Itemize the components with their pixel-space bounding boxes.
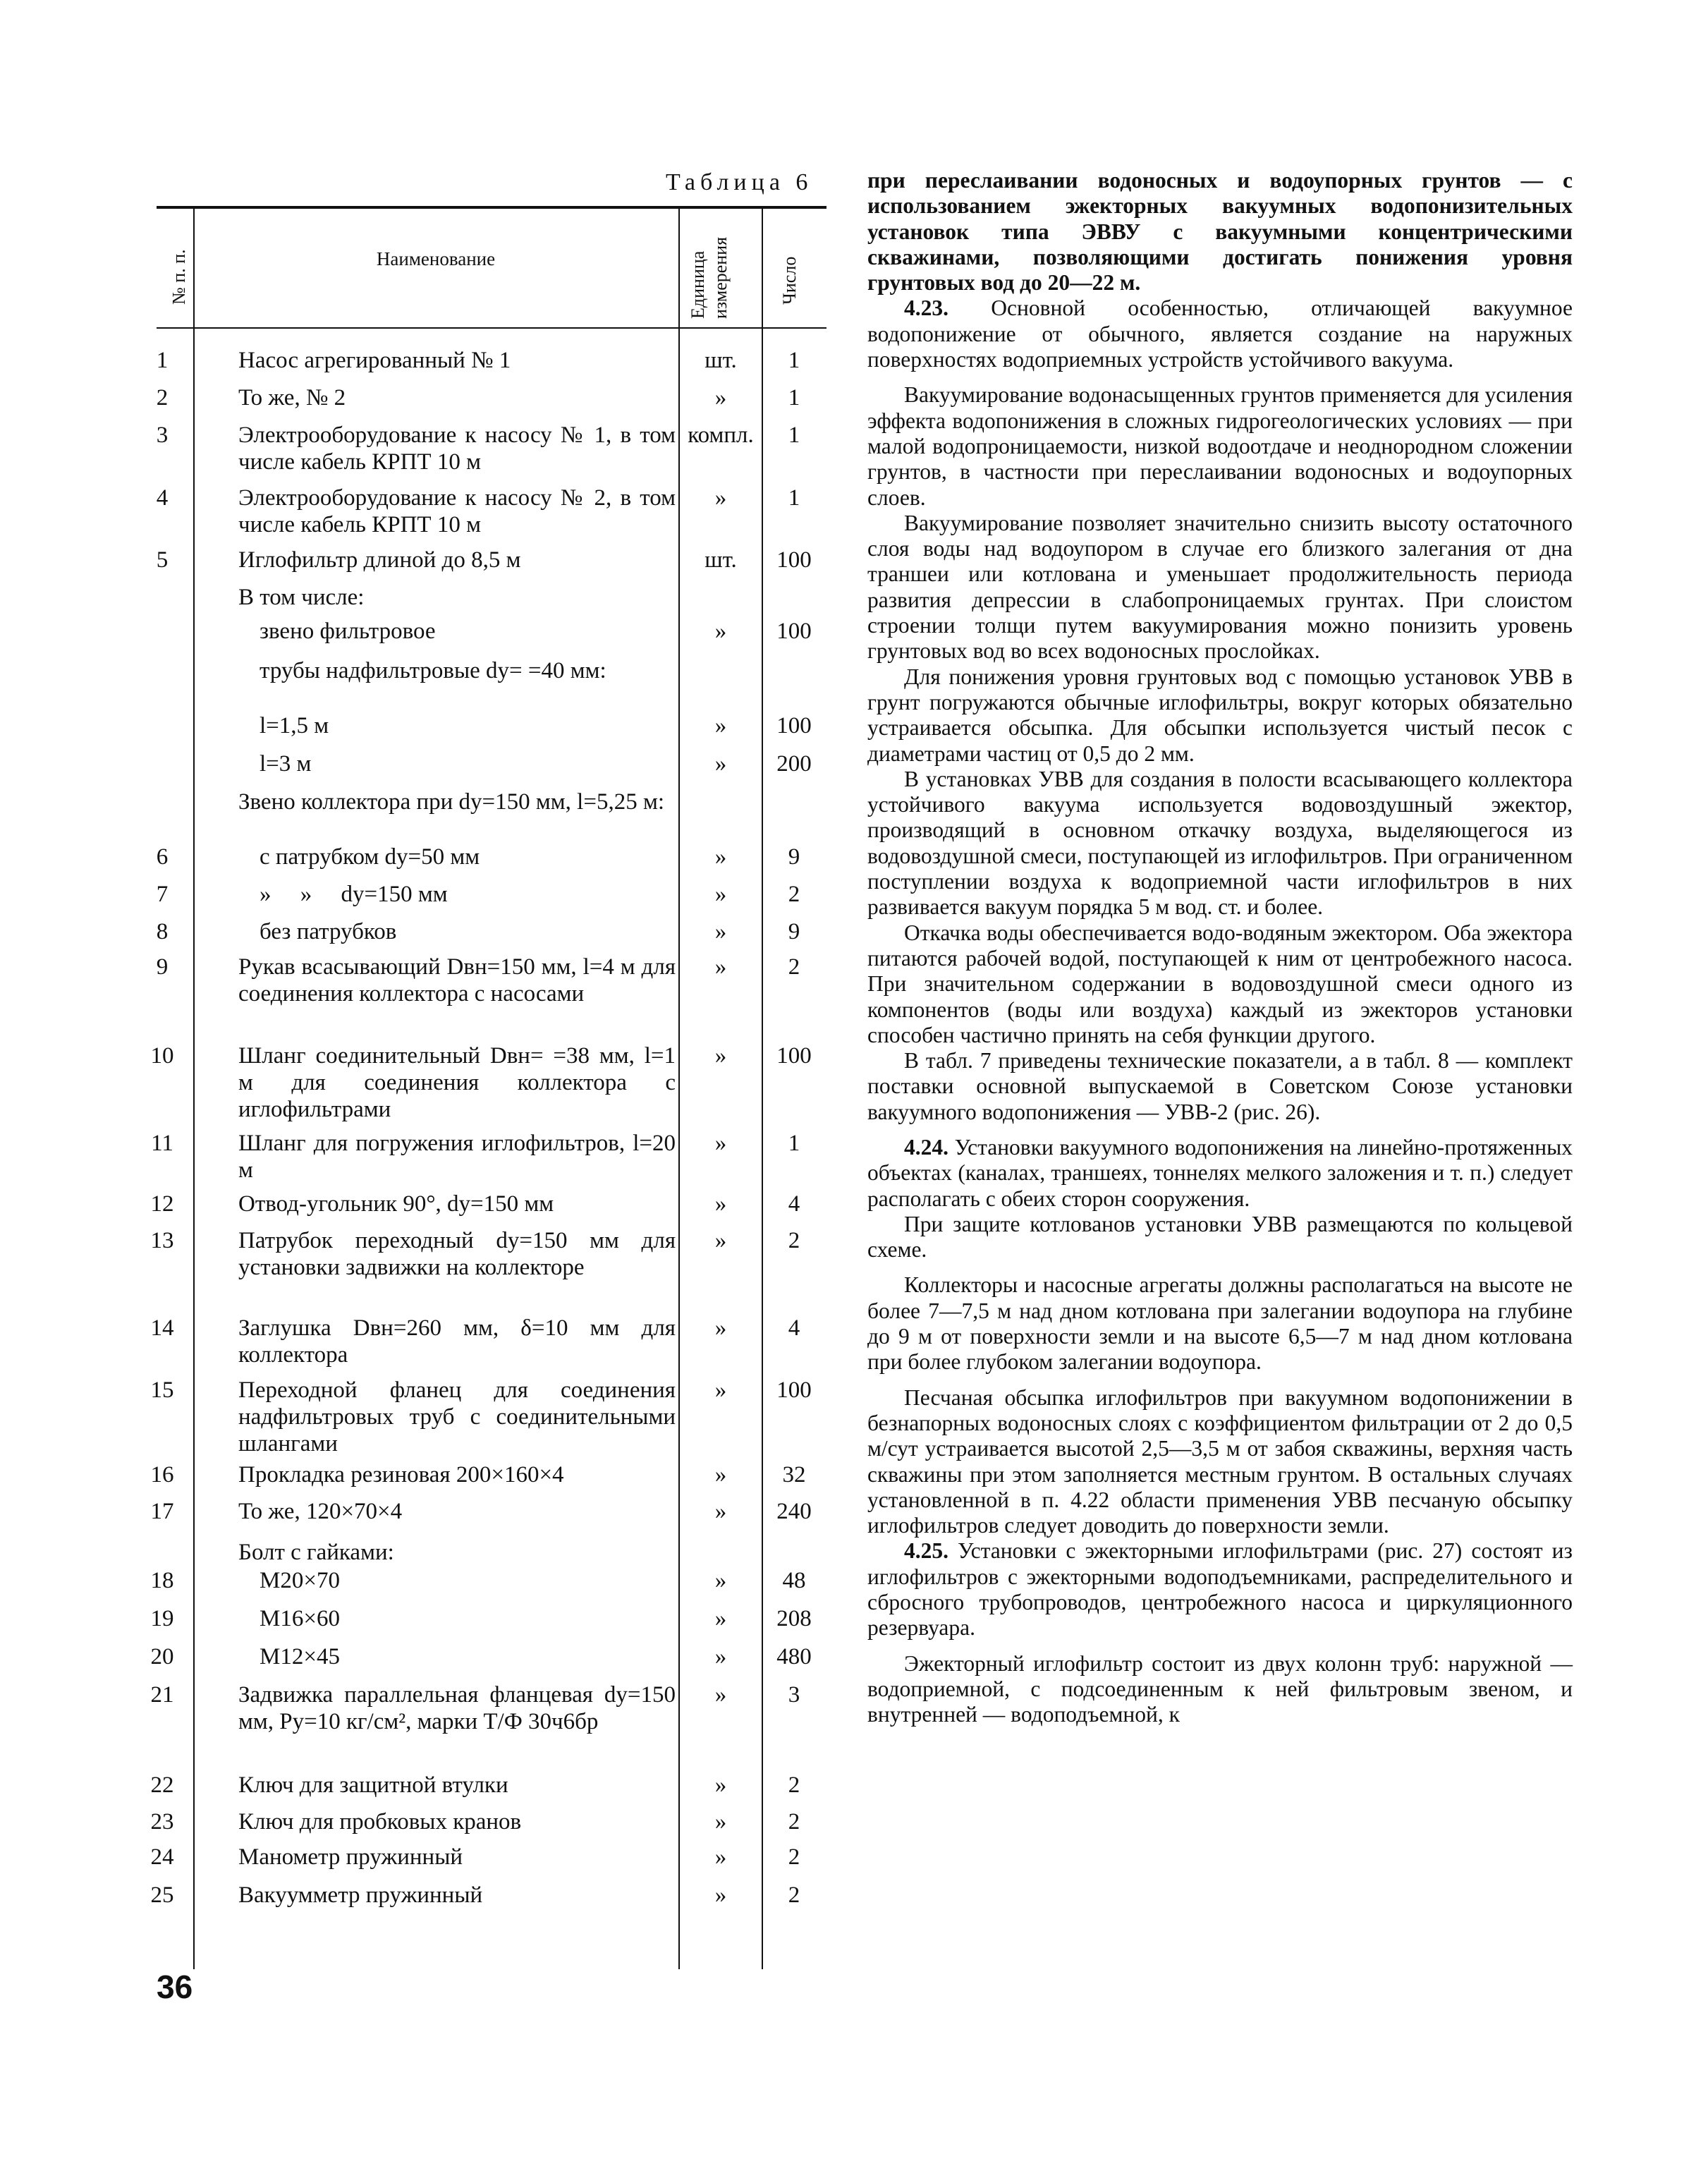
header-name: Наименование xyxy=(376,248,496,269)
section-number: 4.25. xyxy=(904,1538,948,1564)
paragraph: При защите котлованов установки УВВ размещаются по кольцевой схеме. xyxy=(867,1211,1573,1263)
paragraph: Вакуумирование позволяет значительно снизить высоту остаточного слоя воды над водоупором в случае его близкого залегания от дна траншеи или котлована и уменьшает продолжительность периода развития депрессии в слабопроницаемых грунтах. При слоистом строении толщи путем вакуумирования можно понизить уровень грунтовых вод во всех водоносных прослойках. xyxy=(867,510,1573,664)
column-divider xyxy=(193,206,195,1969)
paragraph: Для понижения уровня грунтовых вод с помощью установок УВВ в грунт погружаются обычные иглофильтры, вокруг которых обязательно устраивается обсыпка. Для обсыпки используется чистый песок с диаметрами частиц от 0,5 до 2 мм. xyxy=(867,664,1573,766)
paragraph: Песчаная обсыпка иглофильтров при вакуумном водопонижении в безнапорных водоносных слоях с коэффициентом фильтрации от 2 до 0,5 м/сут устраивается высотой 2,5—3,5 м от забоя скважины, верхняя часть скважины при этом заполняется местным грунтом. В остальных случаях установленной в п. 4.22 области применения УВВ песчаную обсыпку иглофильтров следует доводить до поверхности земли. xyxy=(867,1385,1573,1538)
paragraph: при переслаивании водоносных и водоупорных грунтов — с использованием эжекторных вакуумных водопонизительных установок типа ЭВВУ с вакуумными концентрическими скважинами, позволяющими достигать понижения уровня грунтовых вод до 20—22 м. xyxy=(867,168,1573,296)
column-divider xyxy=(678,206,680,1969)
paragraph: 4.24. Установки вакуумного водопонижения на линейно-протяженных объектах (каналах, траншеях, тоннелях мелкого заложения и т. п.) следует располагать с обеих сторон сооружения. xyxy=(867,1134,1573,1211)
body-text-column xyxy=(867,168,1573,1728)
page-number: 36 xyxy=(157,1969,193,2005)
paragraph: Эжекторный иглофильтр состоит из двух колонн труб: наружной — водоприемной, с подсоединенным к ней фильтровым звеном, и внутренней — водоподъемной, к xyxy=(867,1650,1573,1727)
paragraph: Откачка воды обеспечивается водо-водяным эжектором. Оба эжектора питаются рабочей водой, поступающей к ним от центробежного насоса. При значительном содержании в водовоздушной смеси одного из компонентов (воды или воздуха) каждый из эжекторов установки способен частично принять на себя функции другого. xyxy=(867,920,1573,1047)
paragraph: В установках УВВ для создания в полости всасывающего коллектора устойчивого вакуума используется водовоздушный эжектор, производящий в основном откачку воздуха, выделяющегося из водовоздушной смеси, поступающей из иглофильтров. При ограниченном поступлении воздуха к водоприемной части иглофильтров в них развивается вакуум порядка 5 м вод. ст. и более. xyxy=(867,766,1573,920)
header-quantity: Число xyxy=(779,256,800,305)
section-number: 4.23. xyxy=(904,296,948,321)
column-divider xyxy=(762,206,763,1969)
section-number: 4.24. xyxy=(904,1134,948,1160)
equipment-table: № п. п. Наименование Единица измерения Число 1 Насос агрегированный № 1 шт. 1 2 То же, № 2 » 1 3 Электрооборудование к насосу № 1, в том числе кабель КРПТ 10 м компл. 1 4 Электрооборудование к насосу № 2, в том числе кабель КРПТ 10 м » 1 5 Иглофильтр длиной до 8,5 м шт. 100 В том числе: звено фильтровое » 100 трубы надфильтровые dу= =40 мм: l=1,5 м » 100 l=3 м » 200 Звено коллектора при dу=150 мм, l=5,25 м: 6 с патрубком dу=50 мм » 9 7 » » dу=150 мм » 2 8 без патрубков » 9 9 Рукав всасывающий Dвн=150 мм, l=4 м для соединения коллектора с насосами » 2 10 Шланг соединительный Dвн= =38 мм, l=1 м для соединения коллектора с иглофильтрами » 100 11 Шланг для погружения иглофильтров, l=20 м » 1 12 Отвод-угольник 90°, dу=150 мм » 4 13 Патрубок переходный dу=150 мм для установки задвижки на коллекторе » 2 14 Заглушка Dвн=260 мм, δ=10 мм для коллектора » 4 15 Переходной фланец для соединения надфильтровых труб с соединительными шлангами » 100 16 Прокладка резиновая 200×160×4 » 32 17 То же, 120×70×4 » 240 Болт с гайками: 18 М20×70 » 48 19 М16×60 » 208 20 М12×45 » 480 21 Задвижка параллельная фланцевая dу=150 мм, Pу=10 кг/см², марки Т/Ф 30ч6бр » 3 22 Ключ для защитной втулки » 2 23 Ключ для пробковых кранов » 2 24 Манометр пружинный » 2 25 Вакуумметр пружинный » 2 xyxy=(157,206,826,1982)
header-unit: Единица измерения xyxy=(688,236,731,319)
paragraph: В табл. 7 приведены технические показатели, а в табл. 8 — комплект поставки основной выпускаемой в Советском Союзе установки вакуумного водопонижения — УВВ-2 (рис. 26). xyxy=(867,1048,1573,1124)
paragraph: Вакуумирование водонасыщенных грунтов применяется для усиления эффекта водопонижения в сложных гидрогеологических условиях — при малой водопроницаемости, низкой водоотдаче и неоднородном сложении грунтов, в частности при переслаивании водоносных и водоупорных слоев. xyxy=(867,382,1573,510)
paragraph: 4.23. Основной особенностью, отличающей вакуумное водопонижение от обычного, является создание на наружных поверхностях водоприемных устройств устойчивого вакуума. xyxy=(867,296,1573,372)
paragraph: 4.25. Установки с эжекторными иглофильтрами (рис. 27) состоят из иглофильтров с эжекторными водоподъемниками, распределительного и сбросного трубопроводов, центробежного насоса и циркуляционного резервуара. xyxy=(867,1538,1573,1641)
paragraph: Коллекторы и насосные агрегаты должны располагаться на высоте не более 7—7,5 м над дном котлована при залегании водоупора на глубине до 9 м от поверхности земли и на высоте 6,5—7 м над дном котлована при более глубоком залегании водоупора. xyxy=(867,1272,1573,1375)
table-caption: Таблица 6 xyxy=(666,169,813,195)
table-header-rule xyxy=(157,327,826,329)
